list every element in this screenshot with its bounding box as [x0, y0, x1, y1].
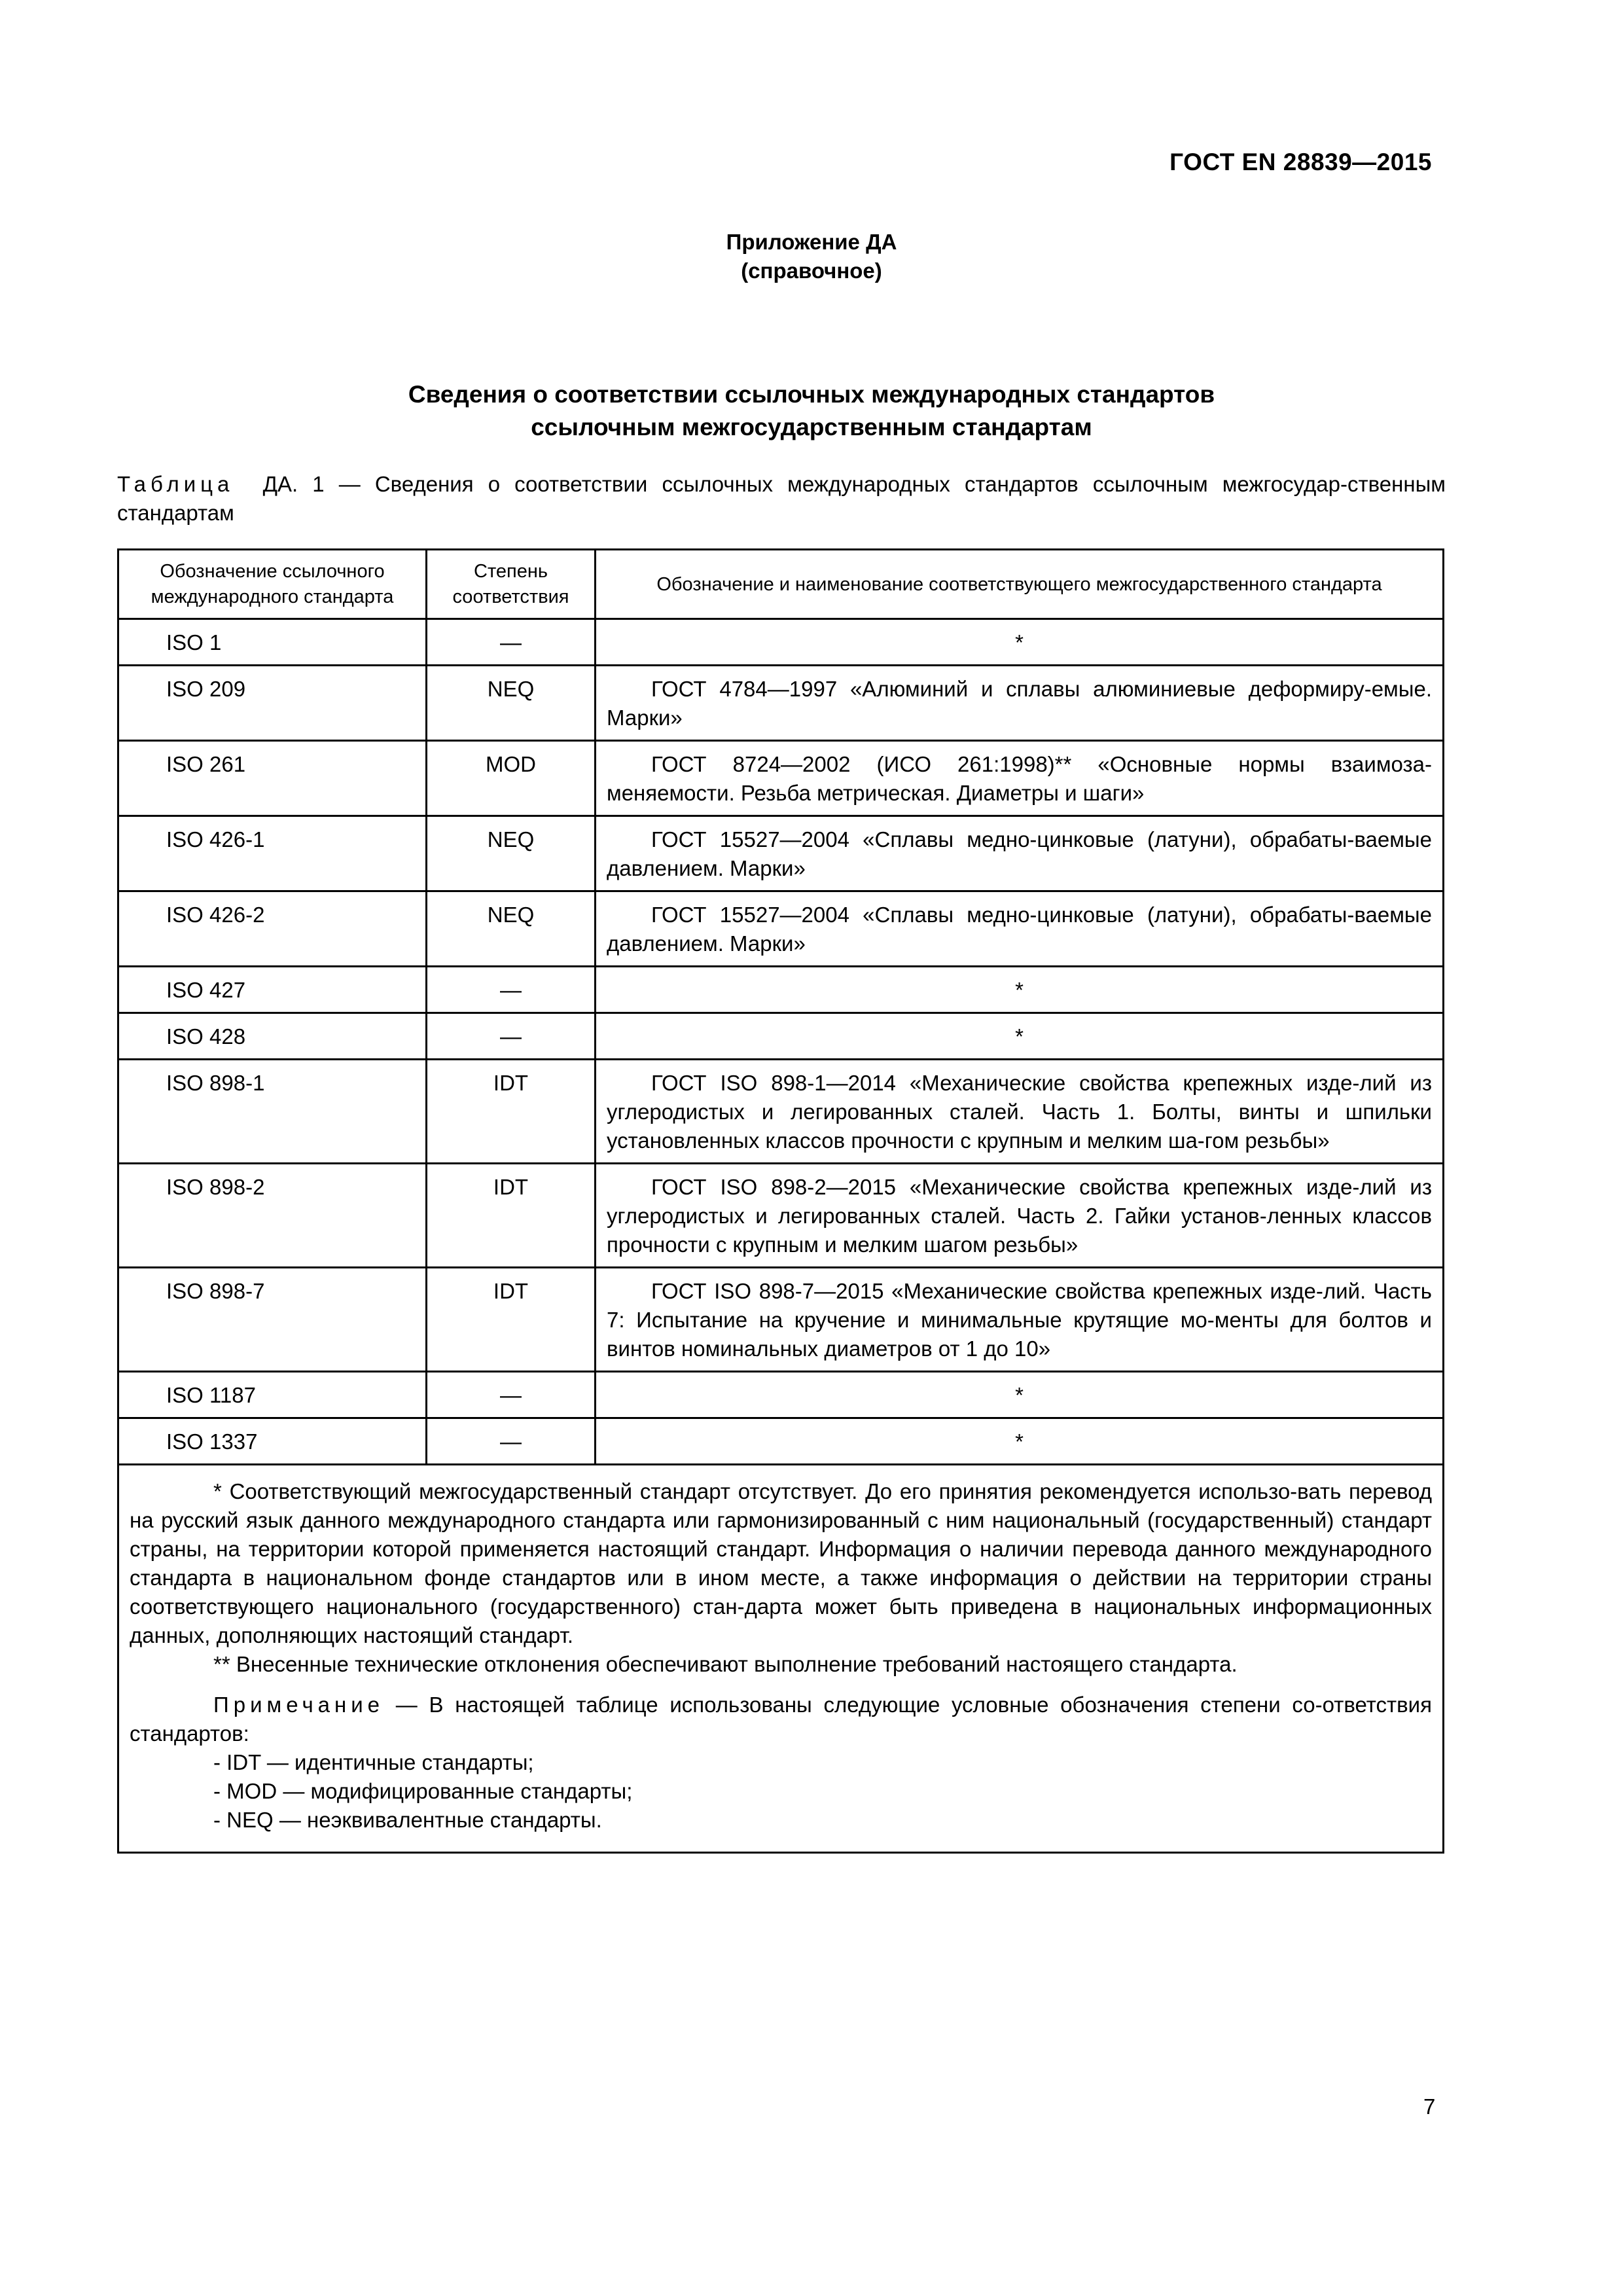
gost-standard-cell: * — [596, 1418, 1444, 1465]
degree-cell: — — [427, 1418, 596, 1465]
annex-block — [0, 228, 1623, 285]
degree-cell: MOD — [427, 741, 596, 816]
gost-standard-cell: ГОСТ 8724—2002 (ИСО 261:1998)** «Основные нормы взаимоза-меняемости. Резьба метрическая. Диаметры и шаги» — [596, 741, 1444, 816]
gost-standard-cell: * — [596, 1372, 1444, 1418]
intl-standard-cell: ISO 426-2 — [118, 891, 427, 967]
gost-standard-cell: * — [596, 1013, 1444, 1060]
table-row — [118, 619, 1444, 666]
heading-line-2: ссылочным межгосударственным стандартам — [531, 414, 1092, 440]
footnotes-cell — [118, 1465, 1444, 1853]
header-gost-standard: Обозначение и наименование соответствующего межгосударственного стандарта — [596, 550, 1444, 619]
table-caption-text: ДА. 1 — Сведения о соответствии ссылочных международных стандартов ссылочным межгосудар-ственным стандартам — [117, 472, 1446, 525]
degree-cell: IDT — [427, 1268, 596, 1372]
footnote-double-star: ** Внесенные технические отклонения обеспечивают выполнение требований настоящего стандарта. — [213, 1652, 1238, 1676]
degree-cell: — — [427, 1013, 596, 1060]
heading-line-1: Сведения о соответствии ссылочных международных стандартов — [408, 381, 1215, 408]
gost-standard-cell: ГОСТ 4784—1997 «Алюминий и сплавы алюминиевые деформиру-емые. Марки» — [596, 666, 1444, 741]
standards-table-wrapper — [117, 548, 1444, 1854]
gost-standard-cell: * — [596, 967, 1444, 1013]
degree-cell: — — [427, 1372, 596, 1418]
gost-standard-cell: ГОСТ ISO 898-1—2014 «Механические свойства крепежных изде-лий из углеродистых и легированных сталей. Часть 1. Болты, винты и шпильки установленных классов прочности с крупным и мелким ша-гом резьбы» — [596, 1060, 1444, 1164]
note-label: Примечание — [213, 1693, 385, 1717]
degree-cell: IDT — [427, 1060, 596, 1164]
table-caption — [117, 470, 1446, 528]
note-item-idt: - IDT — идентичные стандарты; — [213, 1750, 534, 1774]
note-item-neq: - NEQ — неэквивалентные стандарты. — [213, 1808, 602, 1832]
intl-standard-cell: ISO 898-7 — [118, 1268, 427, 1372]
table-row — [118, 1060, 1444, 1164]
header-degree: Степень соответствия — [427, 550, 596, 619]
annex-title: Приложение ДА — [726, 230, 897, 254]
intl-standard-cell: ISO 1187 — [118, 1372, 427, 1418]
degree-cell: NEQ — [427, 816, 596, 891]
header-intl-standard: Обозначение ссылочного международного стандарта — [118, 550, 427, 619]
table-row — [118, 1013, 1444, 1060]
intl-standard-cell: ISO 209 — [118, 666, 427, 741]
degree-cell: — — [427, 619, 596, 666]
degree-cell: NEQ — [427, 891, 596, 967]
table-row — [118, 741, 1444, 816]
table-row — [118, 1372, 1444, 1418]
section-heading — [0, 378, 1623, 444]
standards-table — [117, 548, 1444, 1854]
intl-standard-cell: ISO 1337 — [118, 1418, 427, 1465]
degree-cell: NEQ — [427, 666, 596, 741]
footnotes-row — [118, 1465, 1444, 1853]
note-item-mod: - MOD — модифицированные стандарты; — [213, 1779, 633, 1803]
intl-standard-cell: ISO 1 — [118, 619, 427, 666]
table-row — [118, 1418, 1444, 1465]
intl-standard-cell: ISO 898-2 — [118, 1164, 427, 1268]
gost-standard-cell: ГОСТ ISO 898-7—2015 «Механические свойства крепежных изде-лий. Часть 7: Испытание на кручение и минимальные крутящие мо-менты для болтов и винтов номинальных диаметров от 1 до 10» — [596, 1268, 1444, 1372]
intl-standard-cell: ISO 427 — [118, 967, 427, 1013]
gost-standard-cell: ГОСТ ISO 898-2—2015 «Механические свойства крепежных изде-лий из углеродистых и легированных сталей. Часть 2. Гайки установ-ленных классов прочности с крупным и мелким шагом резьбы» — [596, 1164, 1444, 1268]
table-row — [118, 816, 1444, 891]
table-row — [118, 1164, 1444, 1268]
intl-standard-cell: ISO 898-1 — [118, 1060, 427, 1164]
gost-standard-cell: * — [596, 619, 1444, 666]
table-caption-label: Таблица — [117, 472, 234, 496]
gost-standard-cell: ГОСТ 15527—2004 «Сплавы медно-цинковые (латуни), обрабаты-ваемые давлением. Марки» — [596, 891, 1444, 967]
table-note — [130, 1691, 1432, 1748]
degree-cell: — — [427, 967, 596, 1013]
table-header-row — [118, 550, 1444, 619]
intl-standard-cell: ISO 261 — [118, 741, 427, 816]
gost-standard-cell: ГОСТ 15527—2004 «Сплавы медно-цинковые (латуни), обрабаты-ваемые давлением. Марки» — [596, 816, 1444, 891]
table-row — [118, 666, 1444, 741]
page-number: 7 — [1423, 2094, 1436, 2119]
footnote-star: * Соответствующий межгосударственный стандарт отсутствует. До его принятия рекомендуется использо-вать перевод на русский язык данного международного стандарта или гармонизированный с ним национальный (государственный) стандарт страны, на территории которой применяется настоящий стандарт. Информация о наличии перевода данного международного стандарта в национальном фонде стандартов или в ином месте, а также информация о действии на территории страны соответствующего национального (государственного) стан-дарта может быть приведена в национальных информационных данных, дополняющих настоящий стандарт. — [130, 1479, 1432, 1647]
note-text: — В настоящей таблице использованы следующие условные обозначения степени со-ответствия стандартов: — [130, 1693, 1432, 1746]
table-row — [118, 967, 1444, 1013]
table-row — [118, 891, 1444, 967]
degree-cell: IDT — [427, 1164, 596, 1268]
table-row — [118, 1268, 1444, 1372]
intl-standard-cell: ISO 426-1 — [118, 816, 427, 891]
annex-subtitle: (справочное) — [741, 259, 882, 283]
document-code: ГОСТ EN 28839—2015 — [1169, 149, 1432, 175]
intl-standard-cell: ISO 428 — [118, 1013, 427, 1060]
